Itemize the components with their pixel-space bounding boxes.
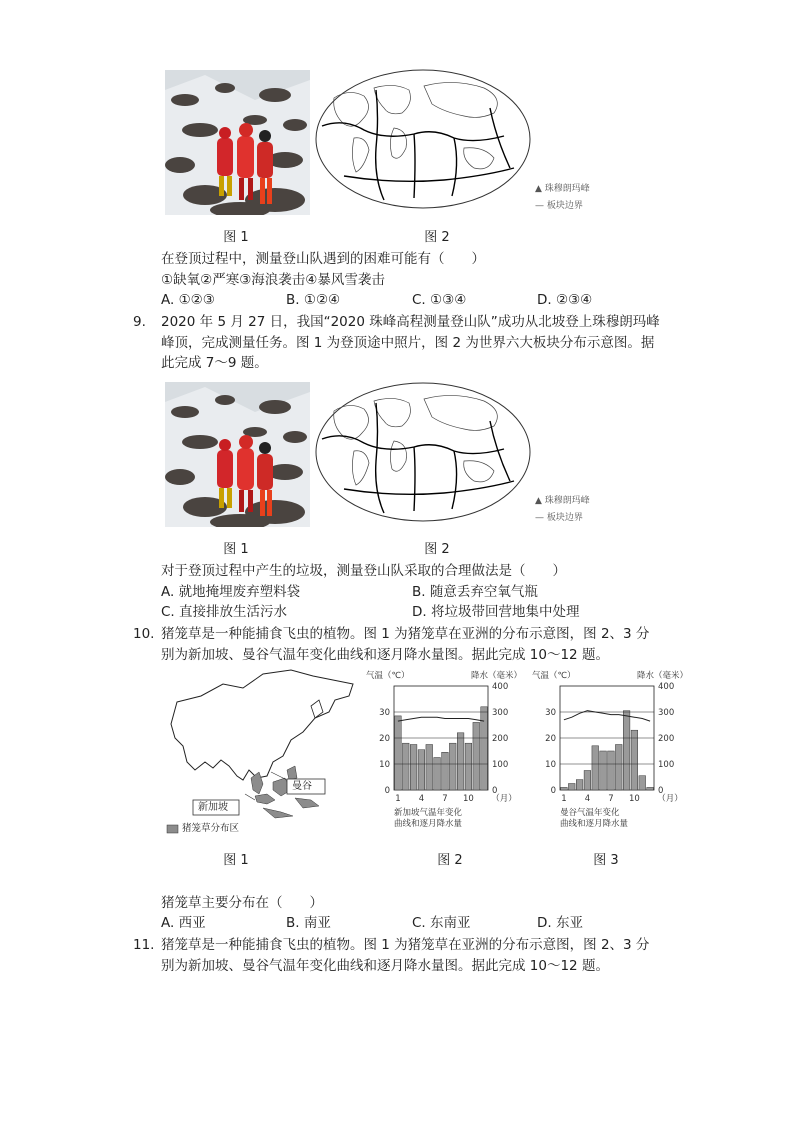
precip-bar [576, 780, 583, 790]
month-unit-label: （月） [657, 794, 683, 804]
precip-bar [473, 722, 480, 790]
legend-peak: ▲ 珠穆朗玛峰 [535, 184, 590, 194]
line-icon: — [535, 513, 547, 523]
question-number: 9. [133, 314, 146, 330]
legend-peak: ▲ 珠穆朗玛峰 [535, 496, 590, 506]
option-b[interactable]: B. 南亚 [286, 915, 331, 931]
map-label-singapore: 新加坡 [198, 802, 228, 813]
map-label-bangkok: 曼谷 [292, 781, 312, 792]
precip-tick-label: 200 [492, 734, 509, 744]
question-intro: 别为新加坡、曼谷气温年变化曲线和逐月降水量图。据此完成 10～12 题。 [161, 958, 609, 974]
question-intro: 别为新加坡、曼谷气温年变化曲线和逐月降水量图。据此完成 10～12 题。 [161, 647, 609, 663]
question-intro: 峰顶，完成测量任务。图 1 为登顶途中照片，图 2 为世界六大板块分布示意图。据 [161, 335, 655, 351]
month-tick-label: 10 [629, 794, 640, 804]
option-b[interactable]: B. ①②④ [286, 292, 341, 308]
right-axis-label: 降水（毫米） [470, 671, 522, 681]
chart-caption: 新加坡气温年变化 [394, 808, 463, 818]
month-tick-label: 10 [463, 794, 474, 804]
figure-caption: 图 2 [424, 542, 450, 557]
option-d[interactable]: D. 东亚 [537, 915, 583, 931]
chart-caption: 曲线和逐月降水量 [394, 819, 463, 829]
bangkok-climate-chart [530, 668, 695, 840]
question-number: 10. [133, 626, 155, 642]
precip-bar [457, 733, 464, 790]
world-plates-map [314, 68, 532, 210]
question-number: 11. [133, 937, 155, 953]
singapore-climate-chart [364, 668, 524, 840]
month-tick-label: 1 [561, 794, 567, 804]
precip-tick-label: 400 [492, 682, 509, 692]
precip-tick-label: 200 [658, 734, 675, 744]
precip-bar [600, 751, 607, 790]
figure-caption: 图 1 [223, 230, 249, 245]
precip-tick-label: 100 [658, 760, 675, 770]
precip-bar [481, 707, 488, 790]
climbers-photo [165, 382, 310, 527]
legend-boundary: — 板块边界 [535, 513, 583, 523]
figure-caption: 图 3 [593, 853, 619, 868]
precip-bar [442, 752, 449, 790]
month-unit-label: （月） [491, 794, 517, 804]
option-c[interactable]: C. 直接排放生活污水 [161, 604, 288, 620]
precip-bar [608, 751, 615, 790]
precip-bar [639, 776, 646, 790]
option-a[interactable]: A. 就地掩埋废弃塑料袋 [161, 584, 301, 600]
figure-caption: 图 2 [437, 853, 463, 868]
precip-bar [395, 716, 402, 790]
month-tick-label: 4 [584, 794, 591, 804]
temp-tick-label: 20 [379, 734, 390, 744]
temp-tick-label: 30 [545, 708, 556, 718]
figure-caption: 图 1 [223, 853, 249, 868]
question-intro: 此完成 7～9 题。 [161, 355, 268, 371]
precip-bar [631, 730, 638, 790]
asia-map [163, 666, 358, 838]
question-intro: 猪笼草是一种能捕食飞虫的植物。图 1 为猪笼草在亚洲的分布示意图，图 2、3 分 [161, 626, 650, 642]
temp-tick-label: 20 [545, 734, 556, 744]
precip-bar [418, 750, 425, 790]
precip-tick-label: 300 [658, 708, 675, 718]
precip-tick-label: 0 [658, 786, 664, 796]
left-axis-label: 气温（℃） [366, 671, 410, 681]
question-stem: 在登顶过程中，测量登山队遇到的困难可能有（ ） [161, 251, 485, 267]
precip-bar [584, 771, 591, 791]
legend-boundary: — 板块边界 [535, 201, 583, 211]
question-items: ①缺氧②严寒③海浪袭击④暴风雪袭击 [161, 272, 385, 288]
precip-tick-label: 400 [658, 682, 675, 692]
option-d[interactable]: D. ②③④ [537, 292, 593, 308]
option-a[interactable]: A. ①②③ [161, 292, 215, 308]
precip-bar [449, 743, 456, 790]
precip-tick-label: 300 [492, 708, 509, 718]
temp-tick-label: 0 [550, 786, 556, 796]
left-axis-label: 气温（℃） [532, 671, 576, 681]
option-b[interactable]: B. 随意丢弃空氧气瓶 [412, 584, 538, 600]
month-tick-label: 4 [418, 794, 425, 804]
precip-bar [568, 784, 575, 791]
month-tick-label: 7 [608, 794, 614, 804]
precip-bar [647, 787, 654, 790]
temp-tick-label: 0 [384, 786, 390, 796]
question-intro: 2020 年 5 月 27 日，我国“2020 珠峰高程测量登山队”成功从北坡登上珠穆朗玛峰 [161, 314, 660, 330]
month-tick-label: 1 [395, 794, 401, 804]
option-c[interactable]: C. 东南亚 [412, 915, 471, 931]
precip-bar [615, 745, 622, 791]
precip-bar [410, 745, 417, 791]
chart-caption: 曼谷气温年变化 [560, 808, 620, 818]
map-legend: 猪笼草分布区 [182, 823, 240, 834]
chart-caption: 曲线和逐月降水量 [560, 819, 629, 829]
question-stem: 猪笼草主要分布在（ ） [161, 895, 323, 911]
triangle-icon: ▲ [535, 184, 545, 194]
right-axis-label: 降水（毫米） [636, 671, 688, 681]
month-tick-label: 7 [442, 794, 448, 804]
precip-tick-label: 100 [492, 760, 509, 770]
temperature-line [398, 717, 484, 721]
precip-bar [402, 743, 409, 790]
precip-bar [623, 711, 630, 790]
precip-tick-label: 0 [492, 786, 498, 796]
precip-bar [434, 758, 441, 791]
figure-caption: 图 2 [424, 230, 450, 245]
world-plates-map [314, 381, 532, 523]
question-stem: 对于登顶过程中产生的垃圾，测量登山队采取的合理做法是（ ） [161, 563, 566, 579]
climbers-photo [165, 70, 310, 215]
line-icon: — [535, 201, 547, 211]
temp-tick-label: 10 [545, 760, 556, 770]
precip-bar [592, 746, 599, 790]
precip-bar [465, 743, 472, 790]
temp-tick-label: 10 [379, 760, 390, 770]
figure-caption: 图 1 [223, 542, 249, 557]
option-c[interactable]: C. ①③④ [412, 292, 467, 308]
triangle-icon: ▲ [535, 496, 545, 506]
precip-bar [426, 745, 433, 791]
precip-bar [561, 787, 568, 790]
option-d[interactable]: D. 将垃圾带回营地集中处理 [412, 604, 580, 620]
question-intro: 猪笼草是一种能捕食飞虫的植物。图 1 为猪笼草在亚洲的分布示意图，图 2、3 分 [161, 937, 650, 953]
option-a[interactable]: A. 西亚 [161, 915, 206, 931]
temp-tick-label: 30 [379, 708, 390, 718]
